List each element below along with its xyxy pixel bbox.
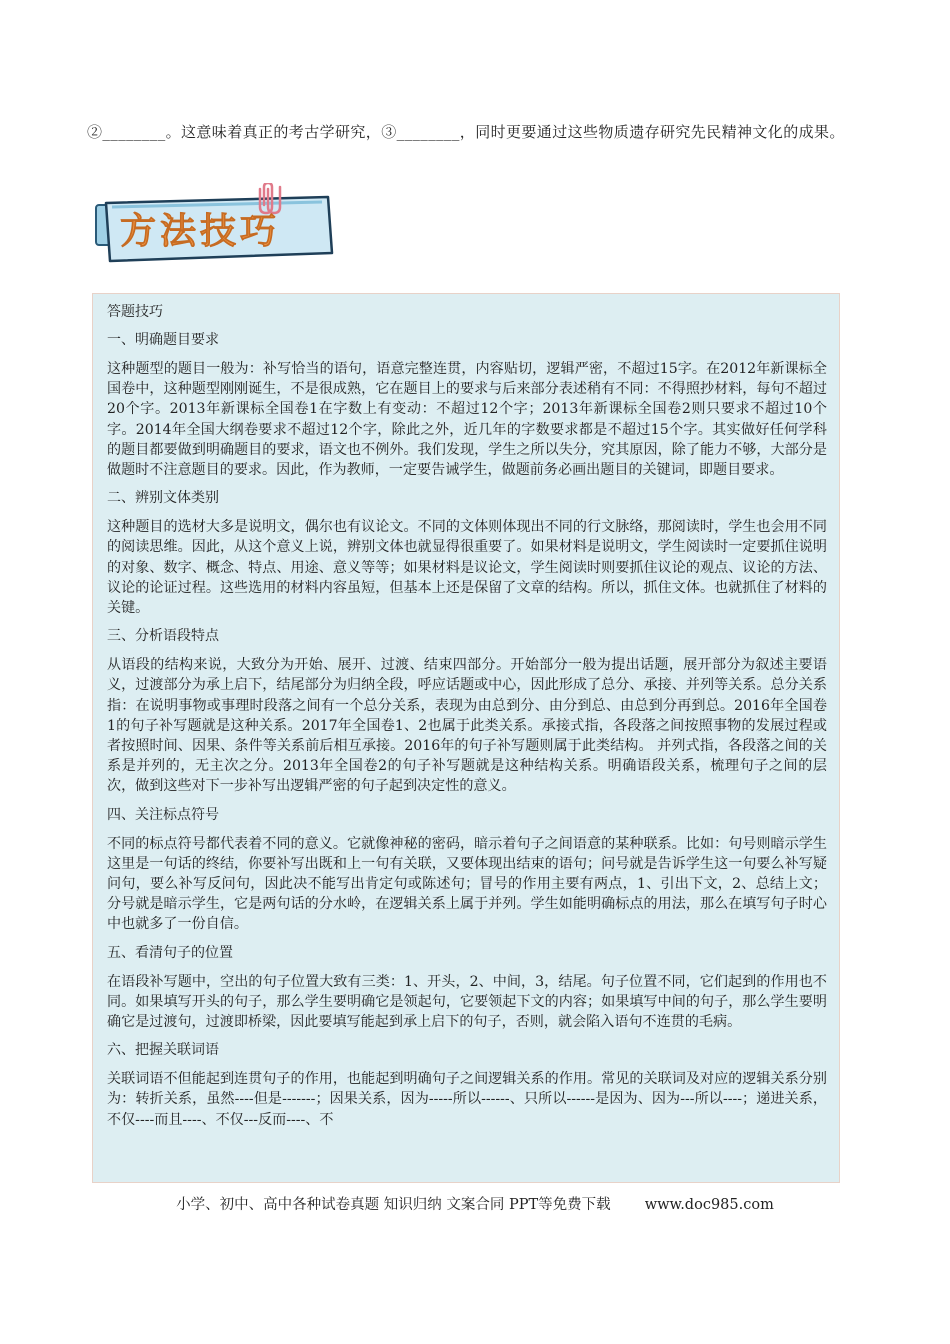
section-paragraph: 这种题型的题目一般为：补写恰当的语句，语意完整连贯，内容贴切，逻辑严密，不超过15字。在2012年新课标全国卷中，这种题型刚刚诞生，不是很成熟，它在题目上的要求与后来部分表述稍有不同：不得照抄材料，每句不超过20个字。2013年新课标全国卷1在字数上有变动：不超过12个字；2013年新课标全国卷2则只要求不超过10个字。2014年全国大纲卷要求不超过12个字，除此之外，近几年的字数要求都是不超过15个字。其实做好任何学科的题目都要做到明确题目的要求，语文也不例外。我们发现，学生之所以失分，究其原因，除了能力不够，大部分是做题时不注意题目的要求。因此，作为教师，一定要告诫学生，做题前务必画出题目的关键词，即题目要求。 [107, 361, 827, 479]
section-paragraph: 这种题目的选材大多是说明文，偶尔也有议论文。不同的文体则体现出不同的行文脉络，那阅读时，学生也会用不同的阅读思维。因此，从这个意义上说，辨别文体也就显得很重要了。如果材料是说明文，学生阅读时一定要抓住说明的对象、数字、概念、特点、用途、意义等等；如果材料是议论文，学生阅读时则要抓住议论的观点、议论的方法、议论的论证过程。这些选用的材料内容虽短，但基本上还是保留了文章的结构。所以，抓住文体。也就抓住了材料的关键。 [107, 519, 827, 617]
tips-box [92, 293, 840, 1183]
footer-text: 小学、初中、高中各种试卷真题 知识归纳 文案合同 PPT等免费下载 [176, 1197, 611, 1213]
section-heading: 一、明确题目要求 [107, 332, 219, 348]
page-footer [0, 1193, 950, 1214]
banner-title: 方法技巧 [120, 210, 281, 252]
section-paragraph: 关联词语不但能起到连贯句子的作用，也能起到明确句子之间逻辑关系的作用。常见的关联词及对应的逻辑关系分别为：转折关系，虽然----但是-------；因果关系，因为-----所以------、只所以------是因为、因为---所以----；递进关系，不仅----而且----、不仅---反而----、不 [107, 1071, 827, 1128]
section-paragraph: 在语段补写题中，空出的句子位置大致有三类：1、开头，2、中间，3，结尾。句子位置不同，它们起到的作用也不同。如果填写开头的句子，那么学生要明确它是领起句，它要领起下文的内容；如果填写中间的句子，那么学生要明确它是过渡句，过渡即桥梁，因此要填写能起到承上启下的句子，否则，就会陷入语句不连贯的毛病。 [107, 973, 827, 1031]
section-heading: 五、看清句子的位置 [107, 944, 233, 961]
tips-title: 答题技巧 [107, 304, 163, 320]
section-heading: 三、分析语段特点 [107, 628, 219, 645]
section-heading: 二、辨别文体类别 [107, 490, 219, 507]
method-tips-banner [92, 183, 340, 271]
section-heading: 四、关注标点符号 [107, 806, 219, 823]
section-paragraph: 从语段的结构来说，大致分为开始、展开、过渡、结束四部分。开始部分一般为提出话题，展开部分为叙述主要语义，过渡部分为承上启下，结尾部分为归纳全段，呼应话题或中心，因此形成了总分、承接、并列等关系。总分关系指：在说明事物或事理时段落之间有一个总分关系，表现为由总到分、由分到总、由总到分再到总。2016年全国卷1的句子补写题就是这种关系。2017年全国卷1、2也属于此类关系。承接式指，各段落之间按照事物的发展过程或者按照时间、因果、条件等关系前后相互承接。2016年的句子补写题则属于此类结构。 并列式指，各段落之间的关系是并列的，无主次之分。2013年全国卷2的句子补写题就是这种结构关系。明确语段关系，梳理句子之间的层次，做到这些对下一步补写出逻辑严密的句子起到决定性的意义。 [107, 657, 827, 795]
section-paragraph: 不同的标点符号都代表着不同的意义。它就像神秘的密码，暗示着句子之间语意的某种联系。比如：句号则暗示学生这里是一句话的终结，你要补写出既和上一句有关联，又要体现出结束的语句；问号就是告诉学生这一句要么补写疑问句，要么补写反问句，因此决不能写出肯定句或陈述句；冒号的作用主要有两点，1、引出下文，2、总结上文；分号就是暗示学生，它是两句话的分水岭，在逻辑关系上属于并列。学生如能明确标点的用法，那么在填写句子时心中也就多了一份自信。 [107, 835, 827, 933]
intro-paragraph: ②________。这意味着真正的考古学研究，③________，同时更要通过这些物质遗存研究先民精神文化的成果。 [87, 123, 845, 141]
section-heading: 六、把握关联词语 [107, 1042, 219, 1059]
footer-url[interactable]: www.doc985.com [644, 1197, 774, 1213]
